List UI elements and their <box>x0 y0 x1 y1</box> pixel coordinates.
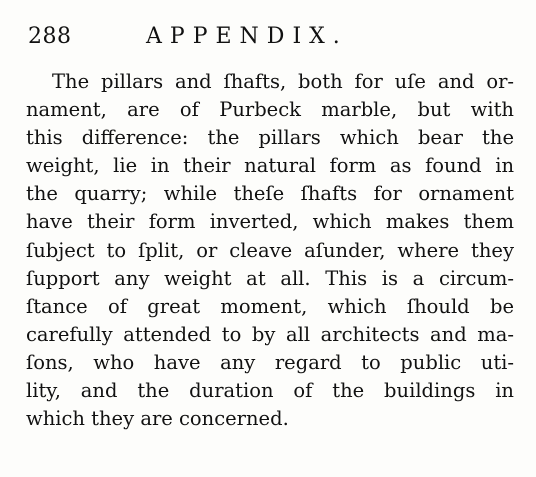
text-line: the quarry; while theſe ſhafts for ornament <box>26 182 514 206</box>
text-line: this difference: the pillars which bear the <box>26 126 514 150</box>
text-line: weight, lie in their natural form as found in <box>26 154 514 178</box>
body-paragraph <box>26 68 514 433</box>
page-header <box>28 24 508 54</box>
page-number: 288 <box>28 24 72 49</box>
text-line: which they are concerned. <box>26 407 289 431</box>
text-line: ſupport any weight at all. This is a circum- <box>26 266 514 290</box>
text-line: ſtance of great moment, which ſhould be <box>26 294 514 318</box>
text-line: ſubject to ſplit, or cleave aſunder, where they <box>26 238 514 262</box>
running-head: APPENDIX. <box>146 24 348 49</box>
text-line: have their form inverted, which makes them <box>26 210 514 234</box>
text-line: lity, and the duration of the buildings in <box>26 379 514 403</box>
text-line: The pillars and ſhafts, both for uſe and or- <box>52 70 514 93</box>
text-line: nament, are of Purbeck marble, but with <box>26 98 514 122</box>
text-line: carefully attended to by all architects and ma- <box>26 322 514 346</box>
text-line: ſons, who have any regard to public uti- <box>26 350 514 374</box>
